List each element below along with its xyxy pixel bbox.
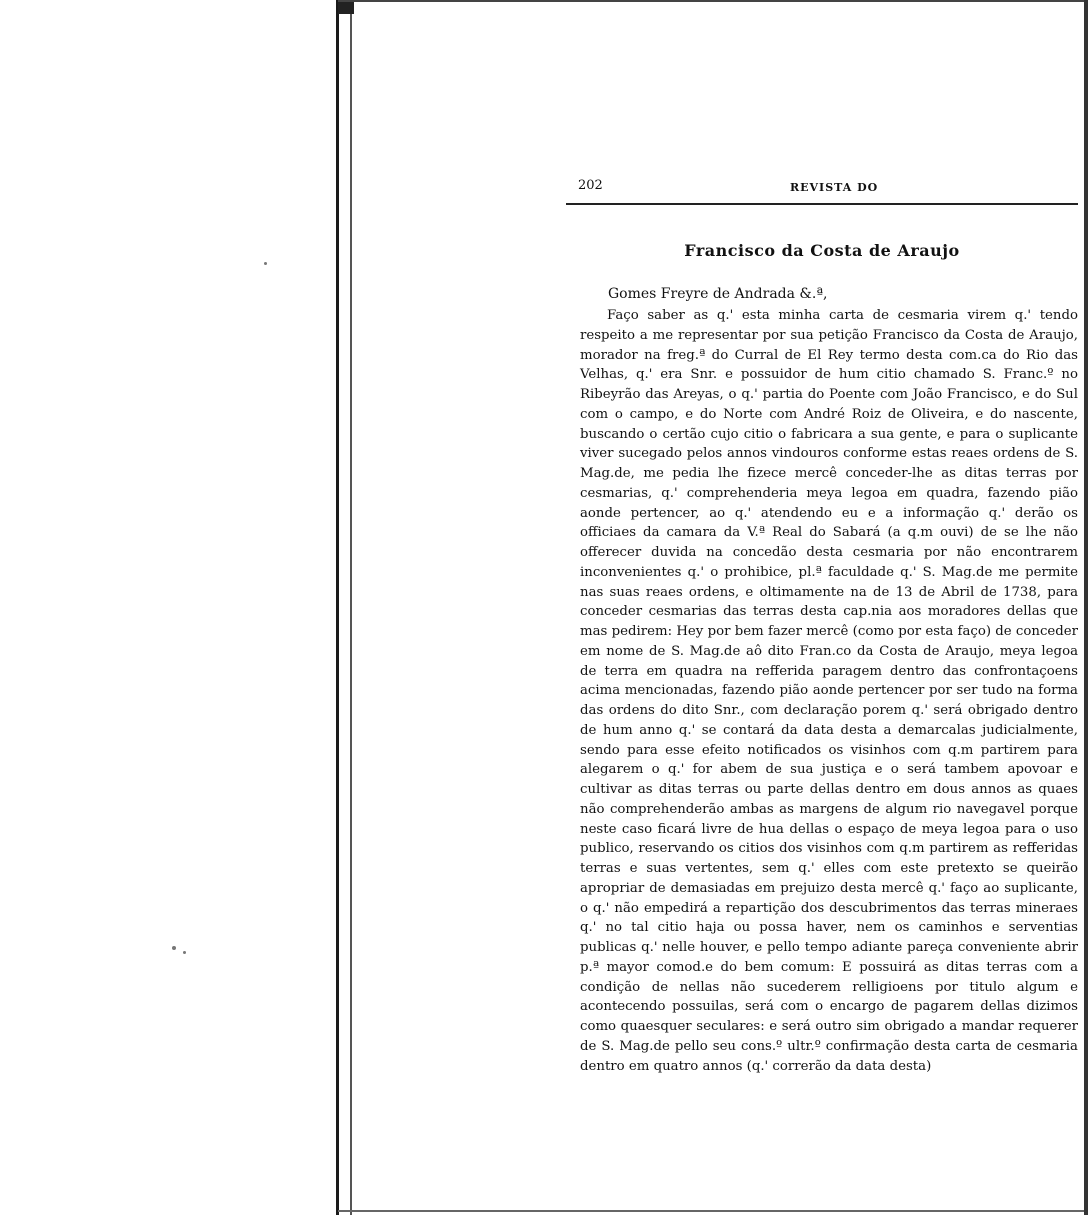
page-bottom-edge [338, 1210, 1088, 1212]
book-gutter [336, 0, 339, 1215]
body-paragraph: Faço saber as q.' esta minha carta de cesmaria virem q.' tendo respeito a me representar por sua petição Francisco da Costa de Araujo, morador na freg.ª do Curral de El Rey termo desta com.ca do Rio das Velhas, q.' era Snr. e possuidor de hum citio chamado S. Franc.º no Ribeyrão das Areyas, o q.' partia do Poente com João Francisco, e do Sul com o campo, e do Norte com André Roiz de Oliveira, e do nascente, buscando o certão cujo citio o fabricara a sua gente, e para o suplicante viver sucegado pelos annos vindouros conforme estas reaes ordens de S. Mag.de, me pedia lhe fizece mercê conceder-lhe as ditas terras por cesmarias, q.' comprehenderia meya legoa em quadra, fazendo pião aonde pertencer, ao q.' atendendo eu e a informação q.' derão os officiaes da camara da V.ª Real do Sabará (a q.m ouvi) de se lhe não offerecer duvida na concedão desta cesmaria por não encontrarem inconvenientes q.' o prohibice, pl.ª faculdade q.' S. Mag.de me permite nas suas reaes ordens, e oltimamente na de 13 de Abril de 1738, para conceder cesmarias das terras desta cap.nia aos moradores dellas que mas pedirem: Hey por bem fazer mercê (como por esta faço) de conceder em nome de S. Mag.de aô dito Fran.co da Costa de Araujo, meya legoa de terra em quadra na refferida paragem dentro das confrontaçoens acima mencionadas, fazendo pião aonde pertencer por ser tudo na forma das ordens do dito Snr., com declaração porem q.' será obrigado dentro de hum anno q.' se contará da data desta a demarcalas judicialmente, sendo para esse efeito notificados os visinhos com q.m partirem para alegarem o q.' for abem de sua justiça e o será tambem apovoar e cultivar as ditas terras ou parte dellas dentro em dous annos as quaes não comprehenderão ambas as margens de algum rio navegavel porque neste caso ficará livre de hua dellas o espaço de meya legoa para o uso publico, reservando os citios dos visinhos com q.m partirem as refferidas terras e suas vertentes, sem q.' elles com este pretexto se queirão apropriar de demasiadas em prejuizo desta mercê q.' faço ao suplicante, o q.' não empedirá a repartição dos descubrimentos das terras mineraes q.' no tal citio haja ou possa haver, nem os caminhos e serventias publicas q.' nelle houver, e pello tempo adiante pareça conveniente abrir p.ª mayor comod.e do bem comum: E possuirá as ditas terras com a condição de nellas não sucederem relligioens por titulo algum e acontecendo possuilas, será com o encargo de pagarem dellas dizimos como quaesquer seculares: e será outro sim obrigado a mandar requerer de S. Mag.de pello seu cons.º ultr.º confirmação desta carta de cesmaria dentro em quatro annos (q.' correrão da data desta) [580, 308, 1078, 1074]
page-top-edge [338, 0, 1088, 2]
left-page-blank [0, 0, 340, 1215]
book-gutter-shadow [350, 0, 352, 1215]
document-title: Francisco da Costa de Araujo [684, 241, 960, 260]
page-right-edge [1084, 0, 1088, 1215]
gutter-mark [338, 0, 354, 14]
scan-speck [172, 946, 176, 950]
page-header [578, 178, 1083, 202]
page-number: 202 [578, 178, 603, 193]
document-body [580, 306, 1078, 1076]
scan-speck [264, 262, 267, 265]
salutation: Gomes Freyre de Andrada &.ª, [608, 286, 828, 302]
header-rule [566, 203, 1078, 205]
running-head: REVISTA DO [790, 181, 879, 194]
scan-speck [183, 951, 186, 954]
